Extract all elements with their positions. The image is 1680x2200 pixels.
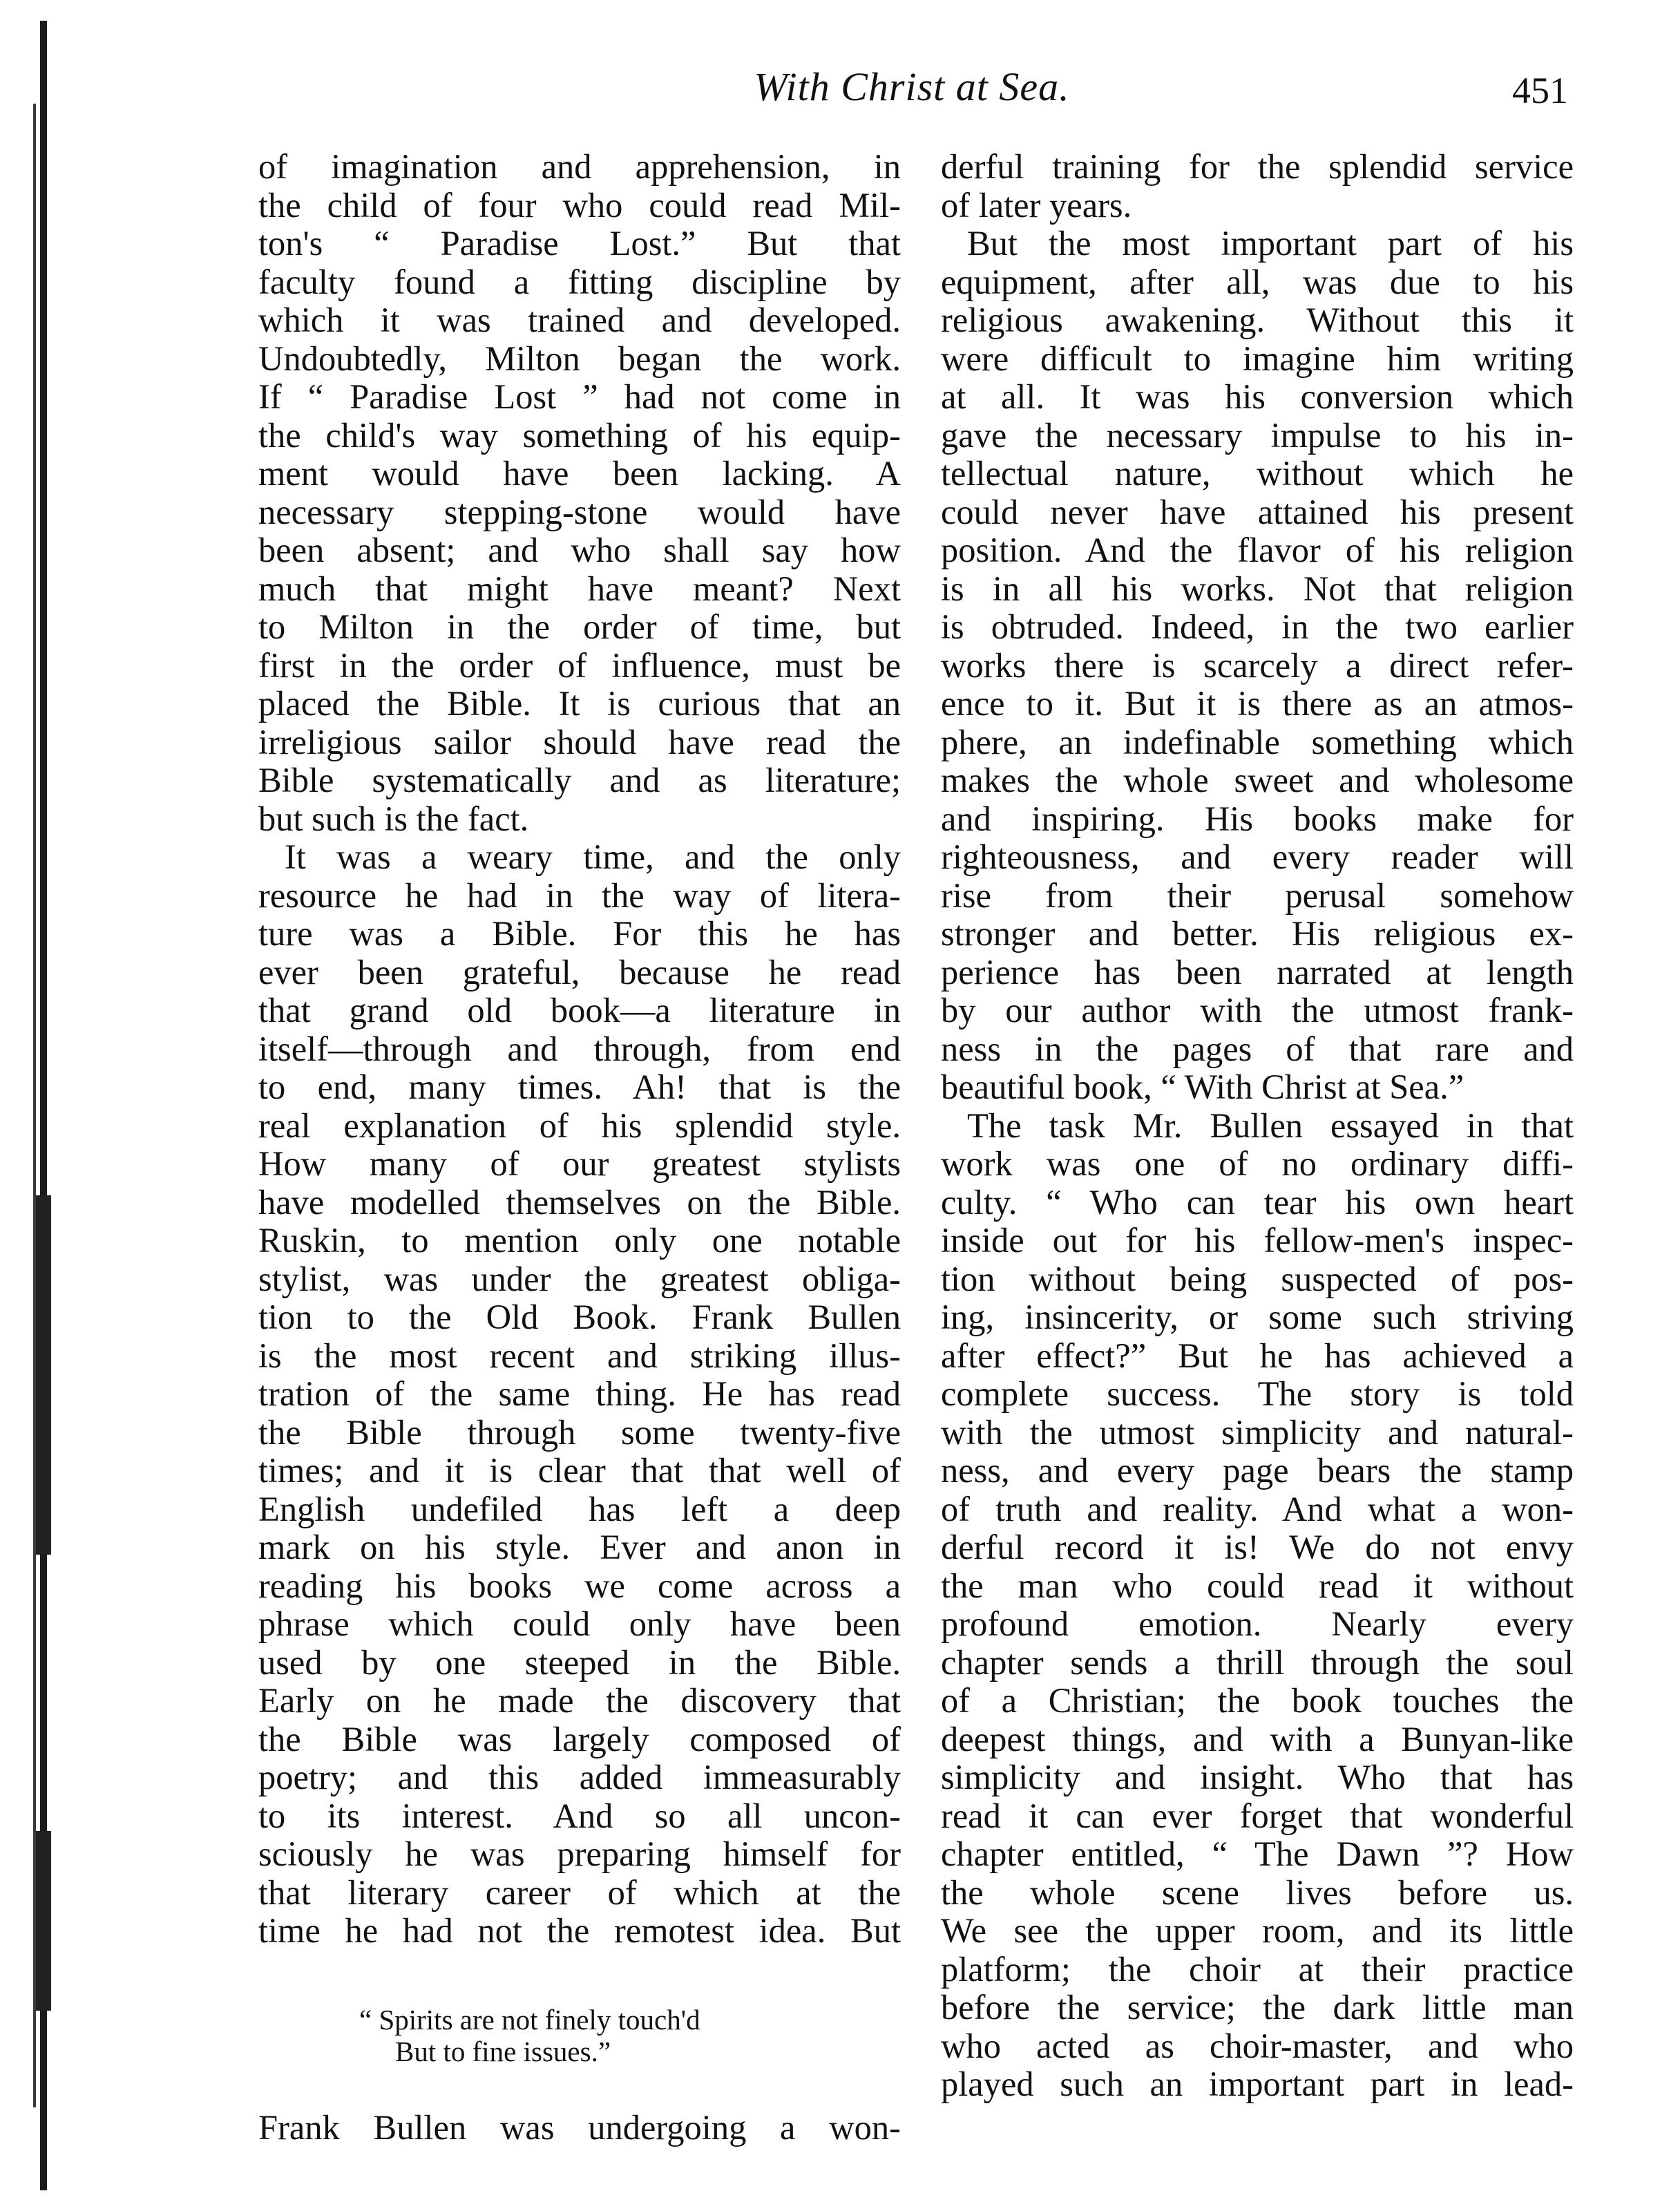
text-line: necessary stepping-stone would have [258, 492, 901, 531]
gutter-smudge [36, 1831, 51, 2011]
text-line: religious awakening. Without this it [941, 301, 1574, 339]
text-line: by our author with the utmost frank- [941, 991, 1574, 1030]
text-line: stronger and better. His religious ex- [941, 914, 1574, 953]
text-line: sciously he was preparing himself for [258, 1834, 901, 1873]
paragraph-start: The task Mr. Bullen essayed in that [967, 1106, 1574, 1145]
block-quote [359, 2004, 884, 2067]
text-line: with the utmost simplicity and natural- [941, 1412, 1574, 1452]
text-line: Bible systematically and as literature; [258, 761, 901, 799]
left-column [258, 148, 901, 1951]
text-line: to Milton in the order of time, but [258, 607, 901, 646]
text-line: ever been grateful, because he read [258, 952, 901, 992]
text-line: could never have attained his present [941, 492, 1574, 531]
text-line: been absent; and who shall say how [258, 531, 901, 569]
text-line: tion without being suspected of pos- [941, 1259, 1574, 1298]
text-line: poetry; and this added immeasurably [258, 1758, 901, 1796]
text-line: We see the upper room, and its little [941, 1911, 1574, 1950]
text-line: chapter sends a thrill through the soul [941, 1642, 1574, 1682]
text-line: to end, many times. Ah! that is the [258, 1068, 901, 1106]
text-line: mark on his style. Ever and anon in [258, 1528, 901, 1566]
text-line: is in all his works. Not that religion [941, 569, 1574, 608]
text-line: faculty found a fitting discipline by [258, 262, 901, 301]
text-line: used by one steeped in the Bible. [258, 1642, 901, 1682]
text-line: stylist, was under the greatest obliga- [258, 1259, 901, 1298]
text-line: Frank Bullen was undergoing a won- [258, 2108, 901, 2147]
text-line: is obtruded. Indeed, in the two earlier [941, 607, 1574, 646]
text-line: reading his books we come across a [258, 1566, 901, 1605]
text-line: derful record it is! We do not envy [941, 1528, 1574, 1566]
text-line: first in the order of influence, must be [258, 645, 901, 685]
text-line: resource he had in the way of litera- [258, 875, 901, 915]
text-line: tellectual nature, without which he [941, 454, 1574, 493]
text-line: works there is scarcely a direct refer- [941, 645, 1574, 685]
text-line: perience has been narrated at length [941, 952, 1574, 992]
text-line: irreligious sailor should have read the [258, 722, 901, 761]
quote-line: “ Spirits are not finely touch'd [359, 2004, 700, 2036]
text-line: the child's way something of his equip- [258, 415, 901, 455]
text-line: the Bible was largely composed of [258, 1719, 901, 1758]
text-line: If “ Paradise Lost ” had not come in [258, 377, 901, 416]
text-line: profound emotion. Nearly every [941, 1604, 1574, 1643]
text-line: derful training for the splendid service [941, 147, 1574, 186]
text-line: ton's “ Paradise Lost.” But that [258, 224, 901, 263]
text-line: at all. It was his conversion which [941, 377, 1574, 416]
text-line: much that might have meant? Next [258, 569, 901, 608]
text-line: of later years. [941, 185, 1132, 225]
text-line: ness, and every page bears the stamp [941, 1451, 1574, 1490]
text-line: Undoubtedly, Milton began the work. [258, 339, 901, 378]
text-line: who acted as choir-master, and who [941, 2026, 1574, 2065]
text-line: is the most recent and striking illus- [258, 1336, 901, 1375]
text-line: were difficult to imagine him writing [941, 339, 1574, 378]
text-line: equipment, after all, was due to his [941, 262, 1574, 301]
text-line: complete success. The story is told [941, 1374, 1574, 1413]
text-line: Early on he made the discovery that [258, 1681, 901, 1720]
text-line: English undefiled has left a deep [258, 1489, 901, 1528]
text-line: after effect?” But he has achieved a [941, 1336, 1574, 1375]
text-line: simplicity and insight. Who that has [941, 1758, 1574, 1796]
text-line: placed the Bible. It is curious that an [258, 684, 901, 723]
text-line: that literary career of which at the [258, 1872, 901, 1912]
text-line: beautiful book, “ With Christ at Sea.” [941, 1068, 1464, 1106]
text-line: ence to it. But it is there as an atmos- [941, 684, 1574, 723]
text-line: of a Christian; the book touches the [941, 1681, 1574, 1720]
text-line: culty. “ Who can tear his own heart [941, 1182, 1574, 1222]
text-line: righteousness, and every reader will [941, 837, 1574, 876]
text-line: have modelled themselves on the Bible. [258, 1182, 901, 1222]
text-line: which it was trained and developed. [258, 301, 901, 339]
text-line: How many of our greatest stylists [258, 1144, 901, 1183]
text-line: the whole scene lives before us. [941, 1872, 1574, 1912]
text-line: ture was a Bible. For this he has [258, 914, 901, 953]
text-line: Ruskin, to mention only one notable [258, 1221, 901, 1260]
text-line: ing, insincerity, or some such striving [941, 1298, 1574, 1336]
right-column [941, 148, 1574, 2104]
text-line: but such is the fact. [258, 799, 529, 838]
paragraph-start: It was a weary time, and the only [285, 837, 901, 876]
text-line: real explanation of his splendid style. [258, 1106, 901, 1145]
text-line: ment would have been lacking. A [258, 454, 901, 493]
text-line: platform; the choir at their practice [941, 1949, 1574, 1989]
text-line: of truth and reality. And what a won- [941, 1489, 1574, 1528]
paragraph-start: But the most important part of his [967, 224, 1574, 263]
text-line: times; and it is clear that that well of [258, 1451, 901, 1490]
text-line: played such an important part in lead- [941, 2065, 1574, 2103]
page-number: 451 [1512, 70, 1568, 111]
binding-gutter [32, 21, 52, 2190]
text-line: ness in the pages of that rare and [941, 1029, 1574, 1068]
text-line: gave the necessary impulse to his in- [941, 415, 1574, 455]
gutter-smudge [36, 1195, 51, 1555]
text-line: to its interest. And so all uncon- [258, 1796, 901, 1835]
text-line: before the service; the dark little man [941, 1988, 1574, 2027]
text-line: and inspiring. His books make for [941, 799, 1574, 838]
gutter-edge [33, 104, 36, 2107]
text-line: rise from their perusal somehow [941, 875, 1574, 915]
text-line: inside out for his fellow-men's inspec- [941, 1221, 1574, 1260]
text-line: tion to the Old Book. Frank Bullen [258, 1298, 901, 1336]
text-line: tration of the same thing. He has read [258, 1374, 901, 1413]
text-line: read it can ever forget that wonderful [941, 1796, 1574, 1835]
quote-line: But to fine issues.” [395, 2036, 611, 2067]
text-line: chapter entitled, “ The Dawn ”? How [941, 1834, 1574, 1873]
text-line: deepest things, and with a Bunyan-like [941, 1719, 1574, 1758]
text-line: of imagination and apprehension, in [258, 147, 901, 186]
text-line: position. And the flavor of his religion [941, 531, 1574, 569]
text-line: makes the whole sweet and wholesome [941, 761, 1574, 799]
text-line: the child of four who could read Mil- [258, 185, 901, 225]
text-line: phrase which could only have been [258, 1604, 901, 1643]
text-line: time he had not the remotest idea. But [258, 1911, 901, 1950]
text-line: the man who could read it without [941, 1566, 1574, 1605]
text-line: that grand old book—a literature in [258, 991, 901, 1030]
text-line: phere, an indefinable something which [941, 722, 1574, 761]
text-line: the Bible through some twenty-five [258, 1412, 901, 1452]
running-title: With Christ at Sea. [754, 64, 1070, 109]
text-line: itself—through and through, from end [258, 1029, 901, 1068]
text-line: work was one of no ordinary diffi- [941, 1144, 1574, 1183]
